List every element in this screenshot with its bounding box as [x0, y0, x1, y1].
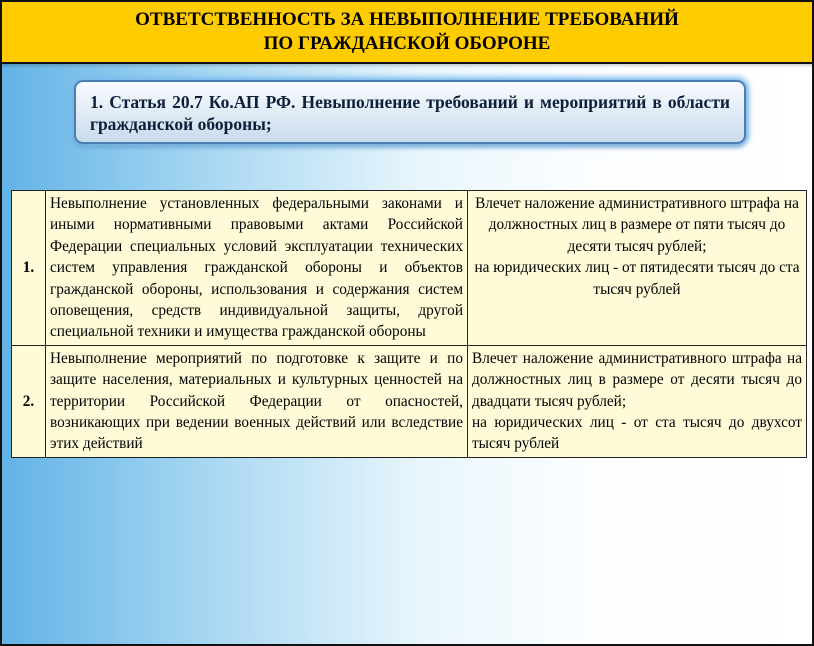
row-number: 1. [12, 191, 46, 346]
table-row [12, 345, 807, 457]
header-shadow [2, 64, 812, 68]
table-row [12, 191, 807, 346]
article-text: 1. Статья 20.7 Ко.АП РФ. Невыполнение требований и мероприятий в области гражданской обороны; [90, 92, 730, 134]
violation-cell: Невыполнение установленных федеральными законами и иными нормативными правовыми актами Российской Федерации специальных условий эксплуатации технических систем управления гражданской обороны и объектов гражданской обороны, использования и содержания систем оповещения, средств индивидуальной защиты, другой специальной техники и имущества гражданской обороны [46, 191, 468, 346]
article-box [74, 80, 746, 144]
penalty-officials: Влечет наложение административного штрафа на должностных лиц в размере от десяти тысяч до двадцати тысяч рублей; [472, 349, 802, 410]
header-title-line2: ПО ГРАЖДАНСКОЙ ОБОРОНЕ [263, 33, 551, 54]
penalty-officials: Влечет наложение административного штрафа на должностных лиц в размере от пяти тысяч до десяти тысяч рублей; [475, 195, 799, 255]
header-title-line1: ОТВЕТСТВЕННОСТЬ ЗА НЕВЫПОЛНЕНИЕ ТРЕБОВАНИЙ [135, 9, 679, 30]
penalty-legal-entities: на юридических лиц - от пятидесяти тысяч до ста тысяч рублей [474, 259, 800, 298]
requirements-table [11, 190, 807, 458]
penalty-legal-entities: на юридических лиц - от ста тысяч до двухсот тысяч рублей [472, 414, 802, 453]
header-banner [2, 2, 812, 64]
penalty-cell [468, 345, 807, 457]
penalty-cell [468, 191, 807, 346]
violation-cell: Невыполнение мероприятий по подготовке к защите и по защите населения, материальных и культурных ценностей на территории Российской Федерации от опасностей, возникающих при ведении военных действий или вследствие этих действий [46, 345, 468, 457]
row-number: 2. [12, 345, 46, 457]
